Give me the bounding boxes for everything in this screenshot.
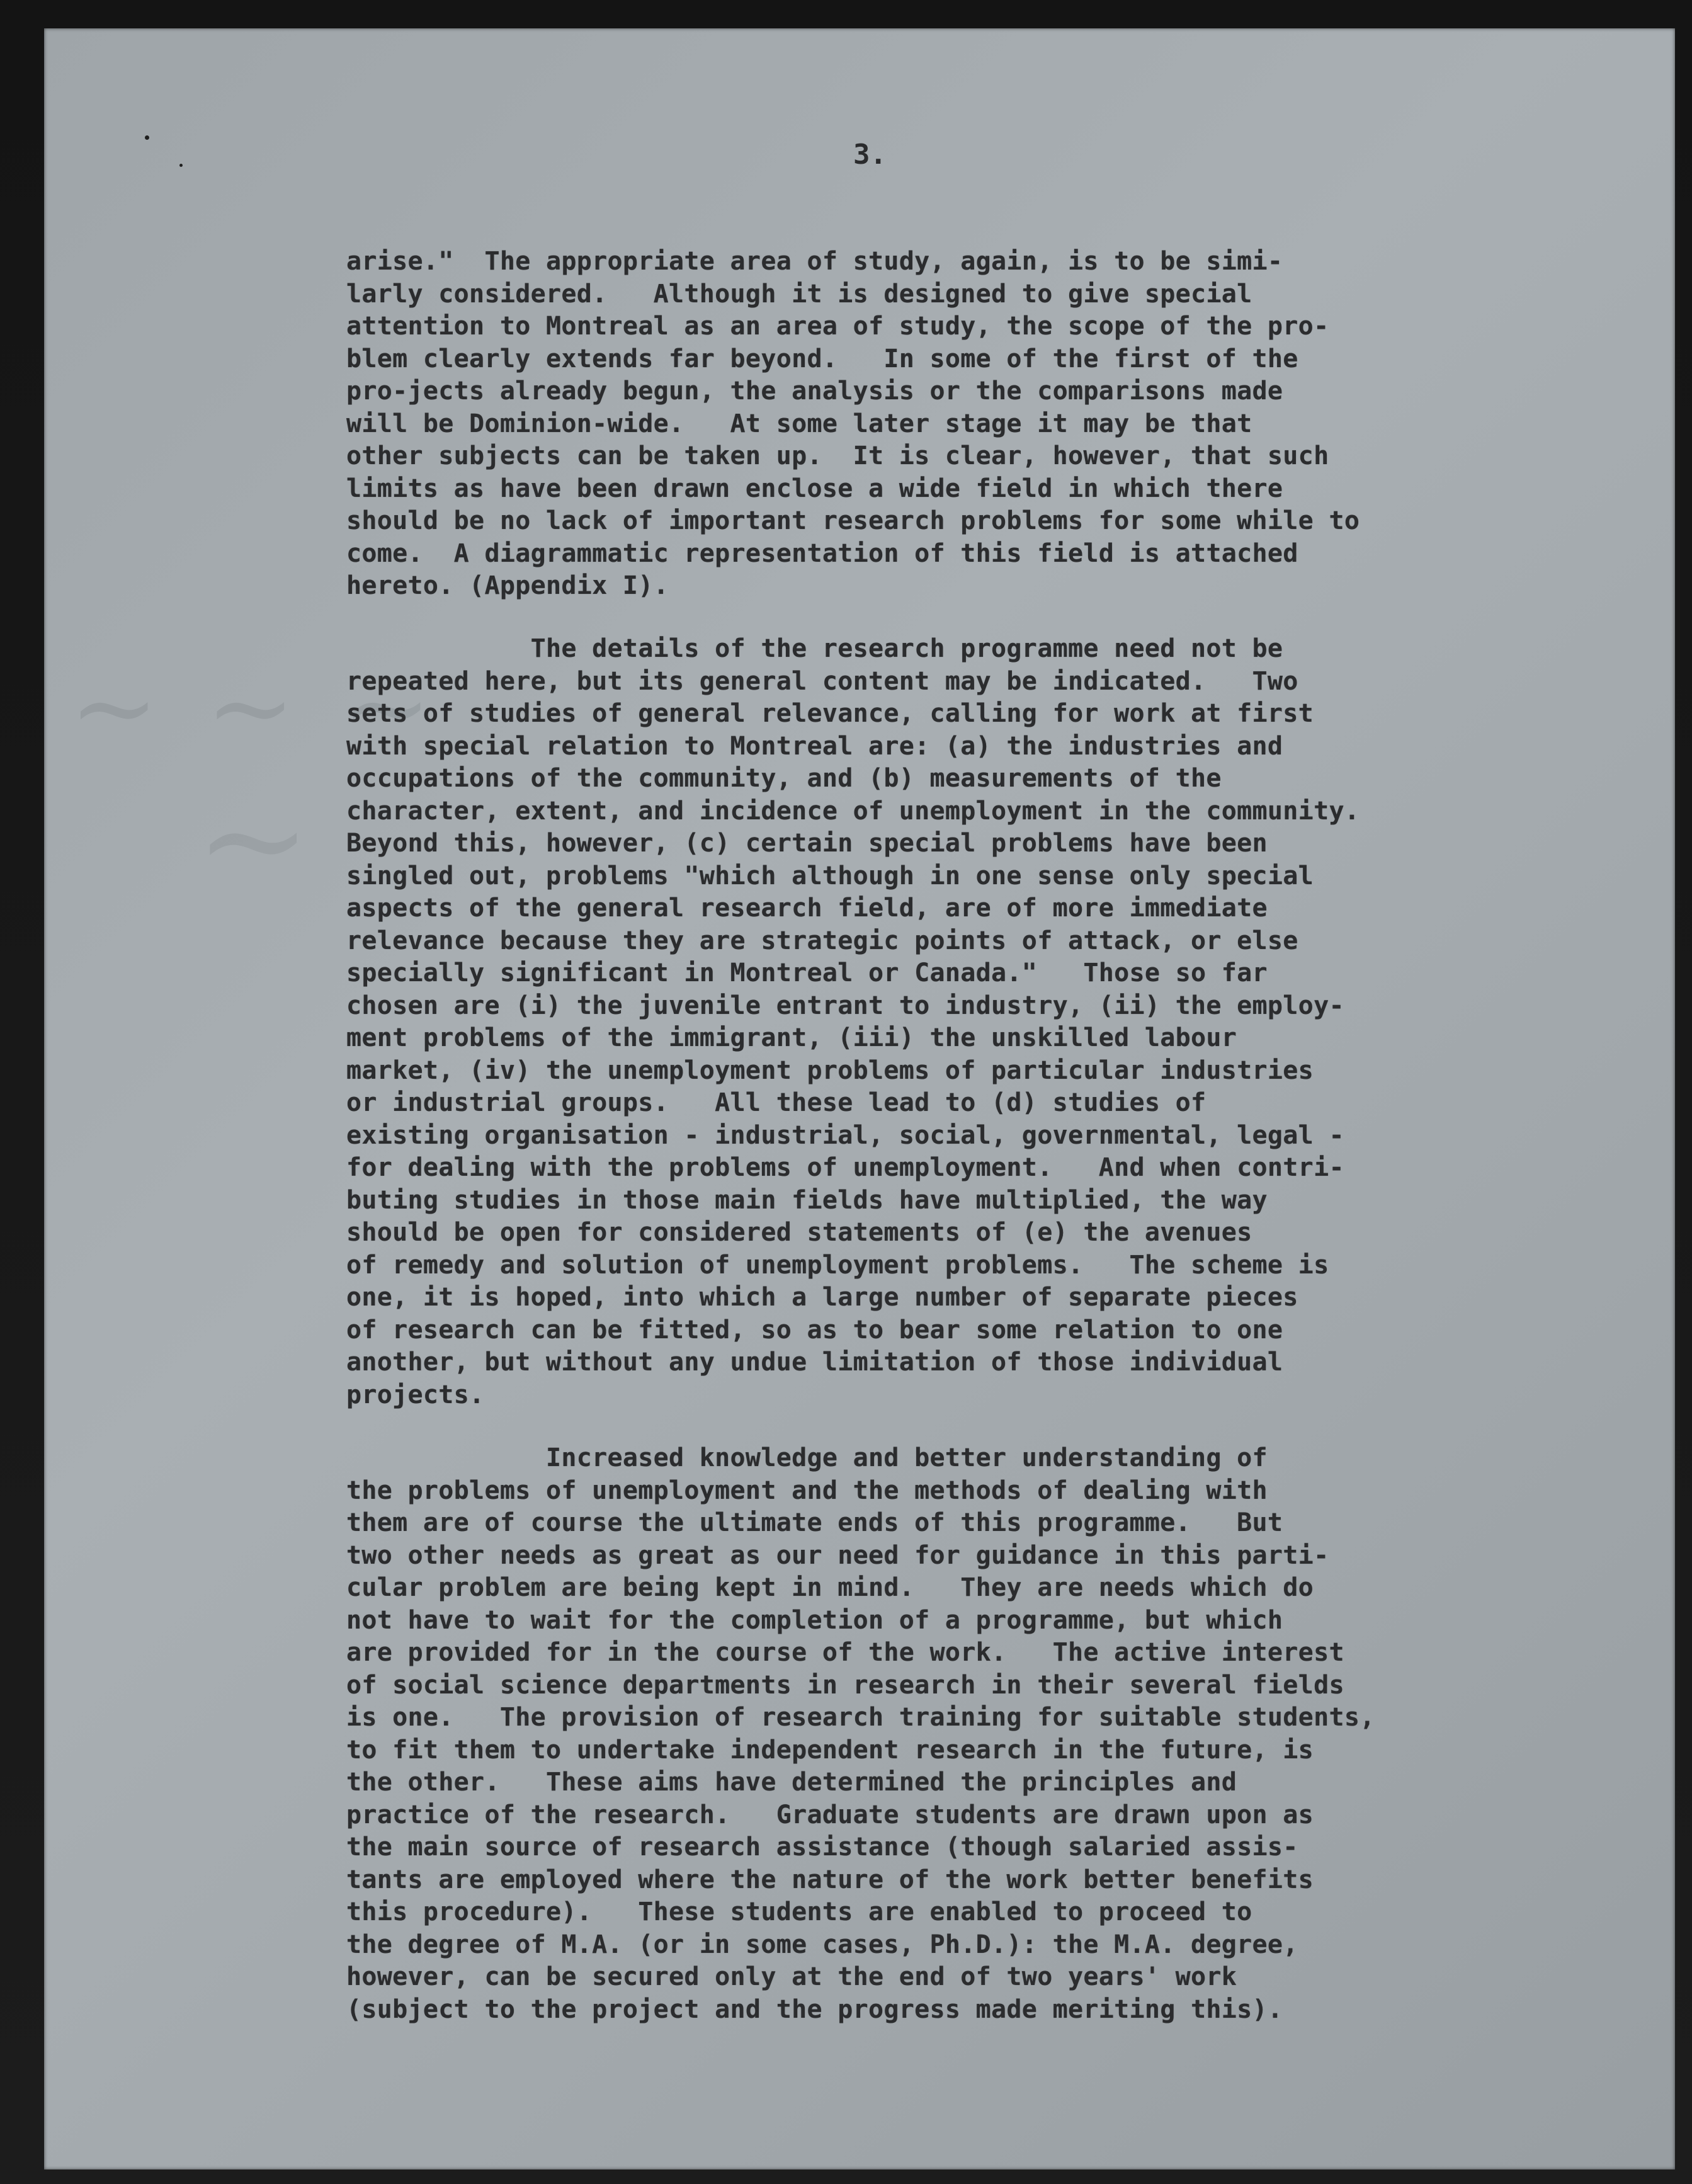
speck-mark — [145, 135, 149, 140]
typewritten-page — [44, 28, 1675, 2170]
speck-mark — [179, 164, 183, 167]
paragraph-1: arise." The appropriate area of study, again, is to be simi- larly considered. Although it is designed to give special attention to Montreal as an area of study, the scope of the pro- blem clearly extends far beyond. In some of the first of the pro-jects already begun, the analysis or the comparisons made will be Dominion-wide. At some later stage it may be that other subjects can be taken up. It is clear, however, that such limits as have been drawn enclose a wide field in which there should be no lack of important research problems for some while to come. A diagrammatic representation of this field is attached hereto. (Appendix I). — [346, 247, 1360, 600]
show-through-bleed: ~ ~ ~ — [69, 646, 438, 770]
show-through-bleed-script: ~ — [195, 759, 312, 920]
paragraph-3: Increased knowledge and better understanding of the problems of unemployment and the methods of dealing with them are of course the ultimate ends of this programme. But two other needs as great as our need for guidance in this parti- cular problem are being kept in mind. They are needs which do not have to wait for the completion of a programme, but which are provided for in the course of the work. The active interest of social science departments in research in their several fields is one. The provision of research training for suitable students, to fit them to undertake independent research in the future, is the other. These aims have determined the principles and practice of the research. Graduate students are drawn upon as the main source of research assistance (though salaried assis- tants are employed where the nature of the work better benefits this procedure). These students are enabled to proceed to the degree of M.A. (or in some cases, Ph.D.): the M.A. degree, however, can be secured only at the end of two years' work (subject to the project and the progress made meriting this). — [346, 1443, 1375, 2024]
page-number: 3. — [853, 139, 887, 171]
paragraph-2: The details of the research programme need not be repeated here, but its general content may be indicated. Two sets of studies of general relevance, calling for work at first with special relation to Montreal are: (a) the industries and occupations of the community, and (b) measurements of the character, extent, and incidence of unemployment in the community. Beyond this, however, (c) certain special problems have been singled out, problems "which although in one sense only special aspects of the general research field, are of more immediate relevance because they are strategic points of attack, or else specially significant in Montreal or Canada." Those so far chosen are (i) the juvenile entrant to industry, (ii) the employ- ment problems of the immigrant, (iii) the unskilled labour market, (iv) the unemployment problems of particular industries or industrial groups. All these lead to (d) studies of existing organisation - industrial, social, governmental, legal - for dealing with the problems of unemployment. And when contri- buting studies in those main fields have multiplied, the way should be open for considered statements of (e) the avenues of remedy and solution of unemployment problems. The scheme is one, it is hoped, into which a large number of separate pieces of research can be fitted, so as to bear some relation to one another, but without any undue limitation of those individual projects. — [346, 634, 1360, 1409]
